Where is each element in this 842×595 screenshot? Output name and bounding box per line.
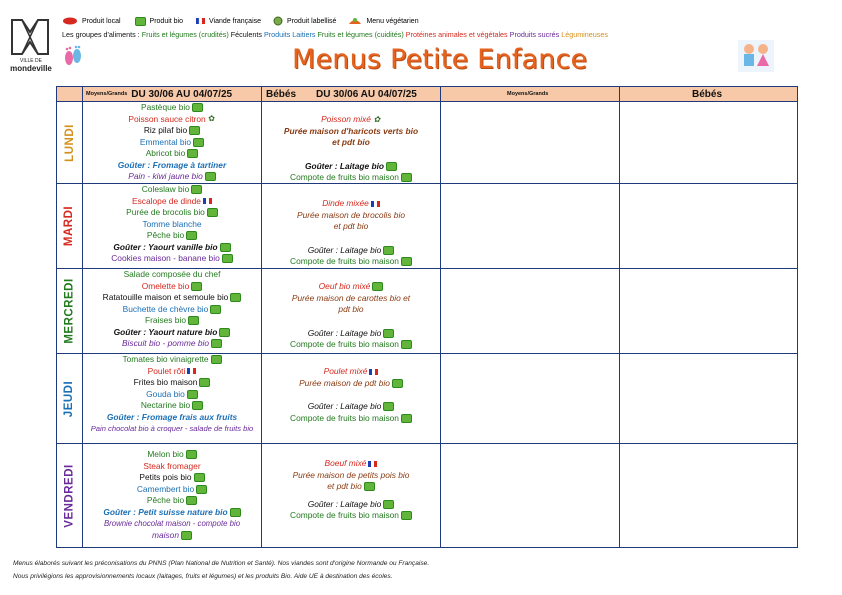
- bio-icon: [383, 402, 394, 411]
- label-icon: [273, 16, 283, 26]
- menu-item: maison: [152, 530, 192, 542]
- bio-icon: [383, 246, 394, 255]
- day-mardi: MARDI: [63, 205, 76, 247]
- footer-note-1: Menus élaborés suivant les préconisations du PNNS (Plan National de Nutrition et Santé). Nos viandes sont d'origine Normande ou Française.: [13, 560, 430, 567]
- menu-item: Salade composée du chef: [123, 269, 221, 279]
- menu-item: Poisson sauce citron ✿: [128, 113, 215, 124]
- bio-icon: [205, 172, 216, 181]
- menu-item: Emmental bio: [140, 137, 204, 149]
- header-bebes-next: Bébés: [692, 88, 723, 100]
- col-divider: [261, 86, 262, 548]
- bio-icon: [191, 282, 202, 291]
- bio-icon: [189, 126, 200, 135]
- city-label: VILLE DE mondeville: [10, 58, 52, 73]
- flag-icon: [187, 367, 196, 375]
- bio-icon: [383, 500, 394, 509]
- menu-lundi-grands: [84, 102, 260, 183]
- menu-item: Frites bio maison: [134, 377, 211, 389]
- menu-mercredi-grands: [84, 269, 260, 350]
- menu-item: Purée maison d'haricots verts bio: [283, 125, 419, 136]
- menu-item: Camembert bio: [137, 484, 207, 496]
- menu-mardi-bebes: [263, 198, 439, 268]
- menu-item: Nectarine bio: [141, 400, 203, 412]
- bio-icon: [401, 511, 412, 520]
- menu-item: Petits pois bio: [139, 472, 204, 484]
- menu-item: pdt bio: [338, 304, 364, 314]
- bio-icon: [187, 390, 198, 399]
- bio-icon: [186, 450, 197, 459]
- children-illustration-icon: [738, 40, 774, 72]
- label-icon: ✿: [373, 114, 381, 124]
- vegetarian-icon: [348, 16, 362, 26]
- day-lundi: LUNDI: [63, 124, 76, 162]
- footer-note-2: Nous privilégions les approvisionnements locaux (laitages, fruits et légumes) et les produits Bio. Aide UE à destination des écoles.: [13, 573, 393, 580]
- menu-mardi-grands: [84, 184, 260, 265]
- menu-item: Goûter : Fromage frais aux fruits: [106, 411, 238, 422]
- baby-feet-icon: [62, 42, 84, 68]
- bio-icon: [210, 305, 221, 314]
- bio-icon: [196, 485, 207, 494]
- header-grands-next: Moyens/Grands: [507, 91, 549, 97]
- bio-icon: [186, 231, 197, 240]
- col-divider: [619, 86, 620, 548]
- bio-icon: [193, 138, 204, 147]
- bio-icon: [383, 329, 394, 338]
- menu-item: Compote de fruits bio maison: [290, 413, 412, 425]
- menu-item: et pdt bio: [327, 481, 374, 493]
- menu-item: Melon bio: [147, 449, 196, 461]
- menu-item: Goûter : Yaourt vanille bio: [113, 242, 230, 254]
- menu-item: Tomme blanche: [142, 218, 202, 229]
- menu-item: et pdt bio: [332, 137, 370, 147]
- menu-item: Purée maison de carottes bio et: [291, 292, 411, 303]
- flag-icon: [195, 17, 205, 26]
- menu-item: Goûter : Laitage bio: [308, 499, 395, 511]
- menu-item: Compote de fruits bio maison: [290, 339, 412, 351]
- flag-icon: [368, 460, 377, 468]
- bio-icon: [194, 473, 205, 482]
- menu-item: Cookies maison - banane bio: [111, 253, 232, 265]
- menu-item: Purée maison de brocolis bio: [296, 209, 405, 220]
- menu-item: Ratatouille maison et semoule bio: [103, 292, 242, 304]
- menu-item: Purée maison de pdt bio: [299, 378, 403, 390]
- col-divider: [440, 86, 441, 548]
- menu-item: Escalope de dinde: [132, 196, 212, 208]
- menu-item: Pain chocolat bio à croquer - salade de fruits bio: [90, 424, 254, 433]
- menu-item: Steak fromager: [143, 460, 201, 471]
- flag-icon: [369, 368, 378, 376]
- bio-icon: [192, 401, 203, 410]
- bio-icon: [191, 185, 202, 194]
- menu-item: Brownie chocolat maison - compote bio: [103, 519, 241, 528]
- food-groups: Les groupes d'aliments : Fruits et légumes (crudités) Féculents Produits Laitiers Fruits et légumes (cuidités) Protéines animales et végétales Produits sucrés Légumineuses: [62, 30, 608, 39]
- menu-item: Fraises bio: [145, 315, 199, 327]
- legend-item-bio: Produit bio: [133, 17, 183, 26]
- menu-item: Goûter : Laitage bio: [308, 401, 395, 413]
- bio-icon: [220, 243, 231, 252]
- row-divider: [56, 443, 798, 444]
- bio-icon: [372, 282, 383, 291]
- local-product-icon: [62, 17, 78, 25]
- legend-item-vegetarian: Menu végétarien: [348, 16, 418, 26]
- bio-icon: [186, 496, 197, 505]
- menu-item: Goûter : Petit suisse nature bio: [103, 507, 240, 519]
- menu-item: Poulet rôti: [148, 366, 197, 378]
- menu-item: et pdt bio: [333, 221, 369, 231]
- menu-item: Purée maison de petits pois bio: [292, 469, 410, 480]
- bio-icon: [192, 103, 203, 112]
- bio-icon: [219, 328, 230, 337]
- bio-icon: [211, 355, 222, 364]
- menu-item: Oeuf bio mixé: [319, 281, 384, 293]
- menu-item: Dinde mixée: [322, 198, 380, 210]
- bio-icon: [401, 414, 412, 423]
- menu-item: Pêche bio: [147, 495, 197, 507]
- header-bebes: Bébés DU 30/06 AU 04/07/25: [266, 88, 417, 100]
- menu-item: Purée de brocolis bio: [126, 207, 218, 219]
- bio-icon: [187, 149, 198, 158]
- legend-item-local: Produit local: [62, 17, 121, 25]
- menu-item: Goûter : Laitage bio: [308, 328, 395, 340]
- mondeville-logo: [8, 14, 52, 58]
- day-jeudi: JEUDI: [63, 380, 76, 417]
- menu-item: Coleslaw bio: [142, 184, 202, 196]
- menu-mercredi-bebes: [263, 281, 439, 351]
- bio-icon: [392, 379, 403, 388]
- menu-item: Goûter : Laitage bio: [305, 161, 397, 173]
- bio-icon: [401, 173, 412, 182]
- menu-jeudi-bebes: [263, 366, 439, 424]
- menu-item: Poisson mixé ✿: [321, 114, 381, 124]
- bio-icon: [181, 531, 192, 540]
- bio-icon: [230, 508, 241, 517]
- day-vendredi: VENDREDI: [63, 464, 76, 528]
- bio-icon: [222, 254, 233, 263]
- menu-item: Pêche bio: [147, 230, 197, 242]
- menu-lundi-bebes: [263, 114, 439, 184]
- flag-icon: [371, 200, 380, 208]
- bio-icon: [135, 17, 146, 26]
- bio-icon: [199, 378, 210, 387]
- bio-icon: [211, 339, 222, 348]
- bio-icon: [230, 293, 241, 302]
- menu-item: Riz pilaf bio: [144, 125, 200, 137]
- bio-icon: [386, 162, 397, 171]
- menu-item: Boeuf mixé: [325, 458, 378, 470]
- menu-item: Pastèque bio: [141, 102, 203, 114]
- menu-item: Buchette de chèvre bio: [123, 304, 222, 316]
- menu-item: Pain - kiwi jaune bio: [128, 171, 215, 183]
- flag-icon: [203, 197, 212, 205]
- menu-vendredi-bebes: [263, 458, 439, 522]
- legend-item-french-meat: Viande française: [195, 17, 261, 26]
- menu-item: Abricot bio: [146, 148, 199, 160]
- legend-item-label: Produit labellisé: [273, 16, 336, 26]
- menu-item: Compote de fruits bio maison: [290, 510, 412, 522]
- menu-item: Gouda bio: [146, 389, 198, 401]
- menu-item: Poulet mixé: [324, 366, 379, 378]
- bio-icon: [188, 316, 199, 325]
- menu-item: Goûter : Yaourt nature bio: [114, 327, 231, 339]
- menu-item: Biscuit bio - pomme bio: [122, 338, 222, 350]
- menu-item: Compote de fruits bio maison: [290, 172, 412, 184]
- menu-vendredi-grands: [84, 449, 260, 541]
- bio-icon: [364, 482, 375, 491]
- menu-item: Goûter : Fromage à tartiner: [117, 159, 227, 170]
- header-grands: Moyens/Grands DU 30/06 AU 04/07/25: [86, 88, 233, 100]
- menu-item: Goûter : Laitage bio: [308, 245, 395, 257]
- menu-jeudi-grands: [84, 354, 260, 435]
- day-mercredi: MERCREDI: [63, 278, 76, 344]
- menu-item: Compote de fruits bio maison: [290, 256, 412, 268]
- page-title: Menus Petite Enfance: [292, 44, 588, 75]
- label-icon: ✿: [208, 114, 215, 124]
- menu-item: Omelette bio: [142, 281, 202, 293]
- col-divider: [82, 86, 83, 548]
- bio-icon: [401, 257, 412, 266]
- bio-icon: [401, 340, 412, 349]
- legend: [62, 14, 431, 28]
- bio-icon: [207, 208, 218, 217]
- menu-item: Tomates bio vinaigrette: [122, 354, 221, 366]
